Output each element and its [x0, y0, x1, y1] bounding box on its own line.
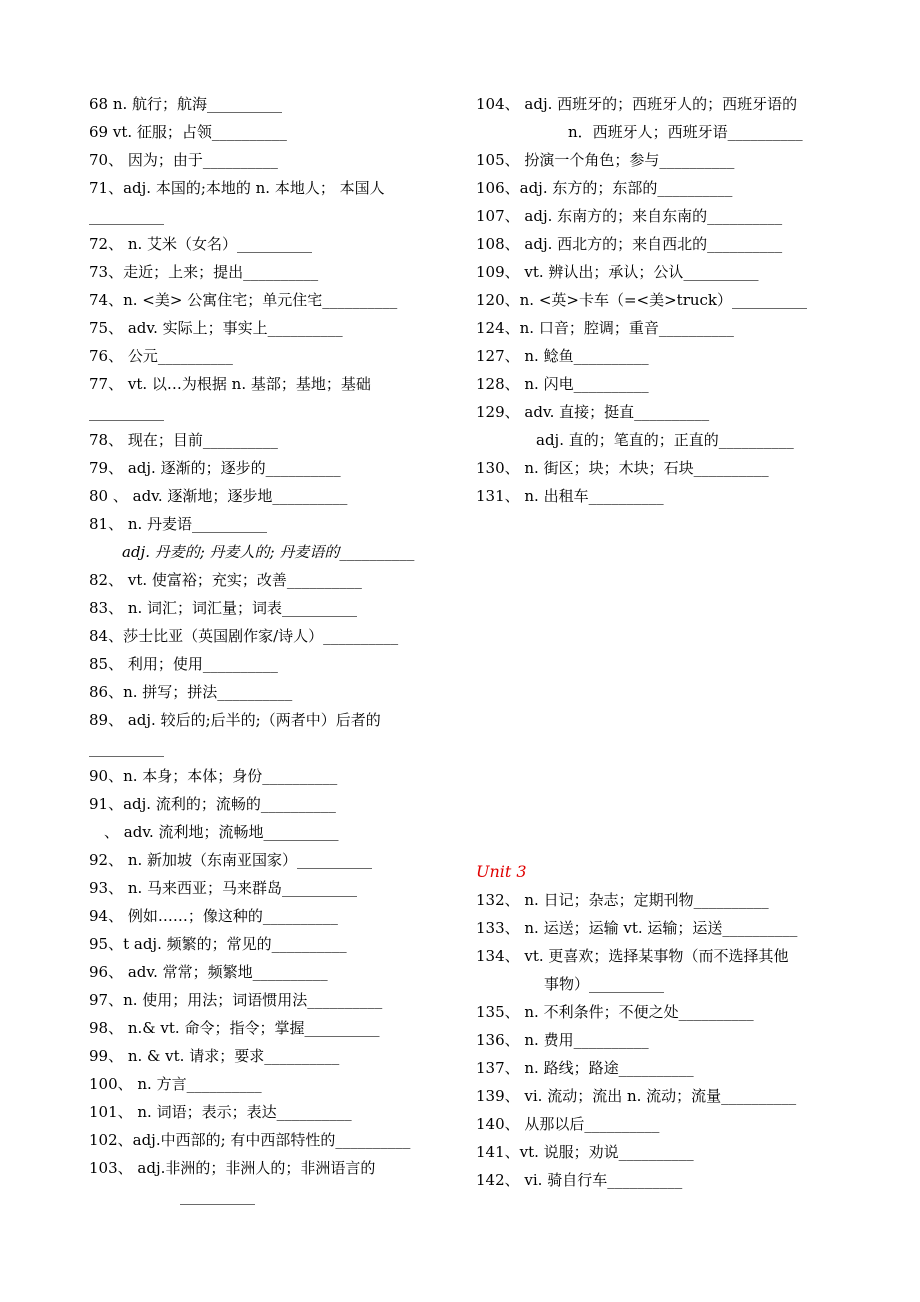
unit-3-heading: Unit 3	[476, 862, 527, 881]
vocab-entry-102: 102、adj.中西部的; 有中西部特性的__________	[89, 1131, 411, 1149]
vocab-entry-90: 90、n. 本身；本体；身份__________	[89, 767, 338, 785]
vocab-entry-75: 75、 adv. 实际上；事实上__________	[89, 319, 343, 337]
vocab-subentry-91: 、 adv. 流利地；流畅地__________	[104, 823, 339, 841]
vocab-entry-127: 127、 n. 鲶鱼__________	[476, 347, 649, 365]
vocab-entry-134: 134、 vt. 更喜欢；选择某事物（而不选择其他	[476, 947, 789, 965]
vocab-entry-130: 130、 n. 街区；块；木块；石块__________	[476, 459, 769, 477]
vocab-entry-96: 96、 adv. 常常；频繁地__________	[89, 963, 328, 981]
vocab-entry-142: 142、 vi. 骑自行车__________	[476, 1171, 683, 1189]
answer-blank: __________	[89, 207, 164, 225]
vocab-entry-93: 93、 n. 马来西亚；马来群岛__________	[89, 879, 358, 897]
vocab-entry-73: 73、走近；上来；提出__________	[89, 263, 319, 281]
vocab-entry-139: 139、 vi. 流动；流出 n. 流动；流量__________	[476, 1087, 797, 1105]
vocab-entry-85: 85、 利用；使用__________	[89, 655, 278, 673]
vocab-entry-106: 106、adj. 东方的；东部的__________	[476, 179, 733, 197]
answer-blank: __________	[89, 739, 164, 757]
vocab-entry-92: 92、 n. 新加坡（东南亚国家）__________	[89, 851, 373, 869]
vocab-entry-135: 135、 n. 不利条件；不便之处__________	[476, 1003, 754, 1021]
vocab-entry-81: 81、 n. 丹麦语__________	[89, 515, 268, 533]
vocab-entry-128: 128、 n. 闪电__________	[476, 375, 649, 393]
vocab-subentry-134: 事物）__________	[544, 975, 665, 993]
vocab-entry-95: 95、t adj. 频繁的；常见的__________	[89, 935, 347, 953]
vocab-entry-104: 104、 adj. 西班牙的；西班牙人的；西班牙语的	[476, 95, 798, 113]
vocab-entry-131: 131、 n. 出租车__________	[476, 487, 664, 505]
vocab-entry-77: 77、 vt. 以…为根据 n. 基部；基地；基础	[89, 375, 371, 393]
vocab-entry-129: 129、 adv. 直接；挺直__________	[476, 403, 710, 421]
vocab-entry-74: 74、n. <美> 公寓住宅；单元住宅__________	[89, 291, 398, 309]
vocab-entry-89: 89、 adj. 较后的;后半的;（两者中）后者的	[89, 711, 381, 729]
vocab-entry-83: 83、 n. 词汇；词汇量；词表__________	[89, 599, 358, 617]
vocab-entry-82: 82、 vt. 使富裕；充实；改善__________	[89, 571, 362, 589]
vocab-entry-76: 76、 公元__________	[89, 347, 233, 365]
vocab-entry-140: 140、 从那以后__________	[476, 1115, 660, 1133]
vocab-entry-94: 94、 例如……；像这种的__________	[89, 907, 338, 925]
vocab-entry-68: 68 n. 航行；航海__________	[89, 95, 283, 113]
vocab-entry-72: 72、 n. 艾米（女名）__________	[89, 235, 313, 253]
vocab-entry-79: 79、 adj. 逐渐的；逐步的__________	[89, 459, 341, 477]
vocab-entry-97: 97、n. 使用；用法；词语惯用法__________	[89, 991, 383, 1009]
vocab-entry-136: 136、 n. 费用__________	[476, 1031, 649, 1049]
vocab-entry-84: 84、莎士比亚（英国剧作家/诗人）__________	[89, 627, 399, 645]
vocab-entry-137: 137、 n. 路线；路途__________	[476, 1059, 694, 1077]
vocab-entry-100: 100、 n. 方言__________	[89, 1075, 262, 1093]
answer-blank: __________	[89, 403, 164, 421]
vocab-entry-108: 108、 adj. 西北方的；来自西北的__________	[476, 235, 783, 253]
vocab-entry-132: 132、 n. 日记；杂志；定期刊物__________	[476, 891, 769, 909]
vocab-entry-86: 86、n. 拼写；拼法__________	[89, 683, 293, 701]
vocab-entry-133: 133、 n. 运送；运输 vt. 运输；运送__________	[476, 919, 798, 937]
vocab-entry-78: 78、 现在；目前__________	[89, 431, 278, 449]
vocab-entry-80: 80 、 adv. 逐渐地；逐步地__________	[89, 487, 348, 505]
vocab-entry-98: 98、 n.& vt. 命令；指令；掌握__________	[89, 1019, 380, 1037]
vocab-entry-141: 141、vt. 说服；劝说__________	[476, 1143, 694, 1161]
vocab-entry-91: 91、adj. 流利的；流畅的__________	[89, 795, 336, 813]
vocab-entry-124: 124、n. 口音；腔调；重音__________	[476, 319, 734, 337]
vocab-entry-69: 69 vt. 征服；占领__________	[89, 123, 287, 141]
vocab-entry-71: 71、adj. 本国的;本地的 n. 本地人； 本国人	[89, 179, 385, 197]
vocab-entry-120: 120、n. <英>卡车（=<美>truck）__________	[476, 291, 808, 309]
vocab-entry-105: 105、 扮演一个角色；参与__________	[476, 151, 735, 169]
vocab-subentry-104: n．西班牙人；西班牙语__________	[568, 123, 803, 141]
answer-blank: __________	[180, 1187, 255, 1205]
vocab-subentry-129: adj. 直的；笔直的；正直的__________	[536, 431, 794, 449]
vocab-entry-103: 103、 adj.非洲的；非洲人的；非洲语言的	[89, 1159, 376, 1177]
vocab-entry-99: 99、 n. & vt. 请求；要求__________	[89, 1047, 340, 1065]
vocab-subentry-81: adj. 丹麦的; 丹麦人的; 丹麦语的__________	[122, 543, 415, 561]
vocab-entry-107: 107、 adj. 东南方的；来自东南的__________	[476, 207, 783, 225]
vocab-entry-70: 70、 因为；由于__________	[89, 151, 278, 169]
vocab-entry-109: 109、 vt. 辨认出；承认；公认__________	[476, 263, 759, 281]
vocab-entry-101: 101、 n. 词语；表示；表达__________	[89, 1103, 352, 1121]
